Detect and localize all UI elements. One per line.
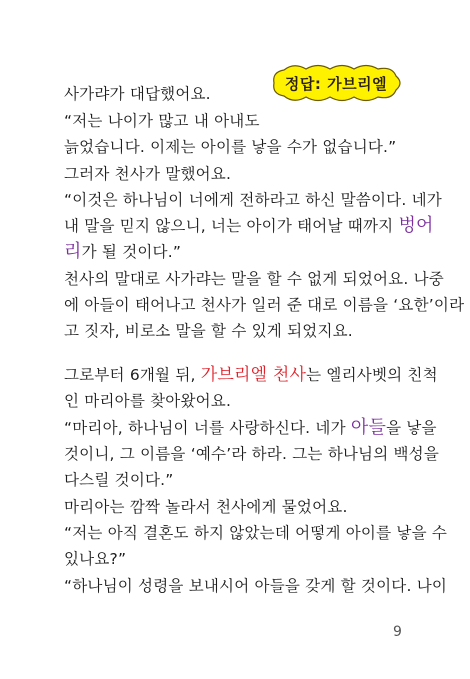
text-line: 것이니, 그 이름을 ‘예수’라 하라. 그는 하나님의 백성을 — [64, 445, 440, 463]
text-line: 다스릴 것이다.” — [64, 471, 174, 489]
text-line: “마리아, 하나님이 너를 사랑하신다. 네가 아들을 낳을 — [64, 417, 437, 438]
text-line: 에 아들이 태어나고 천사가 일러 준 대로 이름을 ‘요한’이라 — [64, 296, 465, 314]
text-line: 리가 될 것이다.” — [64, 241, 182, 262]
text-line: 그러자 천사가 말했어요. — [64, 165, 232, 183]
text-line: 인 마리아를 찾아왔어요. — [64, 392, 232, 410]
highlight-word: 아들 — [350, 417, 387, 438]
answer-bubble — [270, 64, 402, 102]
text-line: “이것은 하나님이 너에게 전하라고 하신 말씀이다. 네가 — [64, 191, 442, 209]
text-line: 고 짓자, 비로소 말을 할 수 있게 되었지요. — [64, 322, 353, 340]
text-line: “저는 나이가 많고 내 아내도 — [64, 112, 260, 130]
highlight-word: 가브리엘 천사 — [200, 365, 307, 385]
text-line: “하나님이 성령을 보내시어 아들을 갖게 할 것이다. 나이 — [64, 577, 448, 595]
page-number: 9 — [393, 624, 402, 640]
text-line: 그로부터 6개월 뒤, 가브리엘 천사는 엘리사벳의 친척 — [64, 365, 438, 385]
text-line: 늙었습니다. 이제는 아이를 낳을 수가 없습니다.” — [64, 138, 397, 156]
text-line: “저는 아직 결혼도 하지 않았는데 어떻게 아이를 낳을 수 — [64, 524, 448, 542]
text-line: 천사의 말대로 사가랴는 말을 할 수 없게 되었어요. 나중 — [64, 270, 444, 288]
text-line: 사가랴가 대답했어요. — [64, 85, 211, 103]
text-line: 내 말을 믿지 않으니, 너는 아이가 태어날 때까지 벙어 — [64, 215, 434, 236]
highlight-word: 리 — [64, 241, 82, 262]
answer-label: 정답: 가브리엘 — [284, 74, 388, 93]
text-line: 있나요?” — [64, 550, 127, 568]
highlight-word: 벙어 — [398, 215, 434, 236]
text-line: 마리아는 깜짝 놀라서 천사에게 물었어요. — [64, 498, 348, 516]
